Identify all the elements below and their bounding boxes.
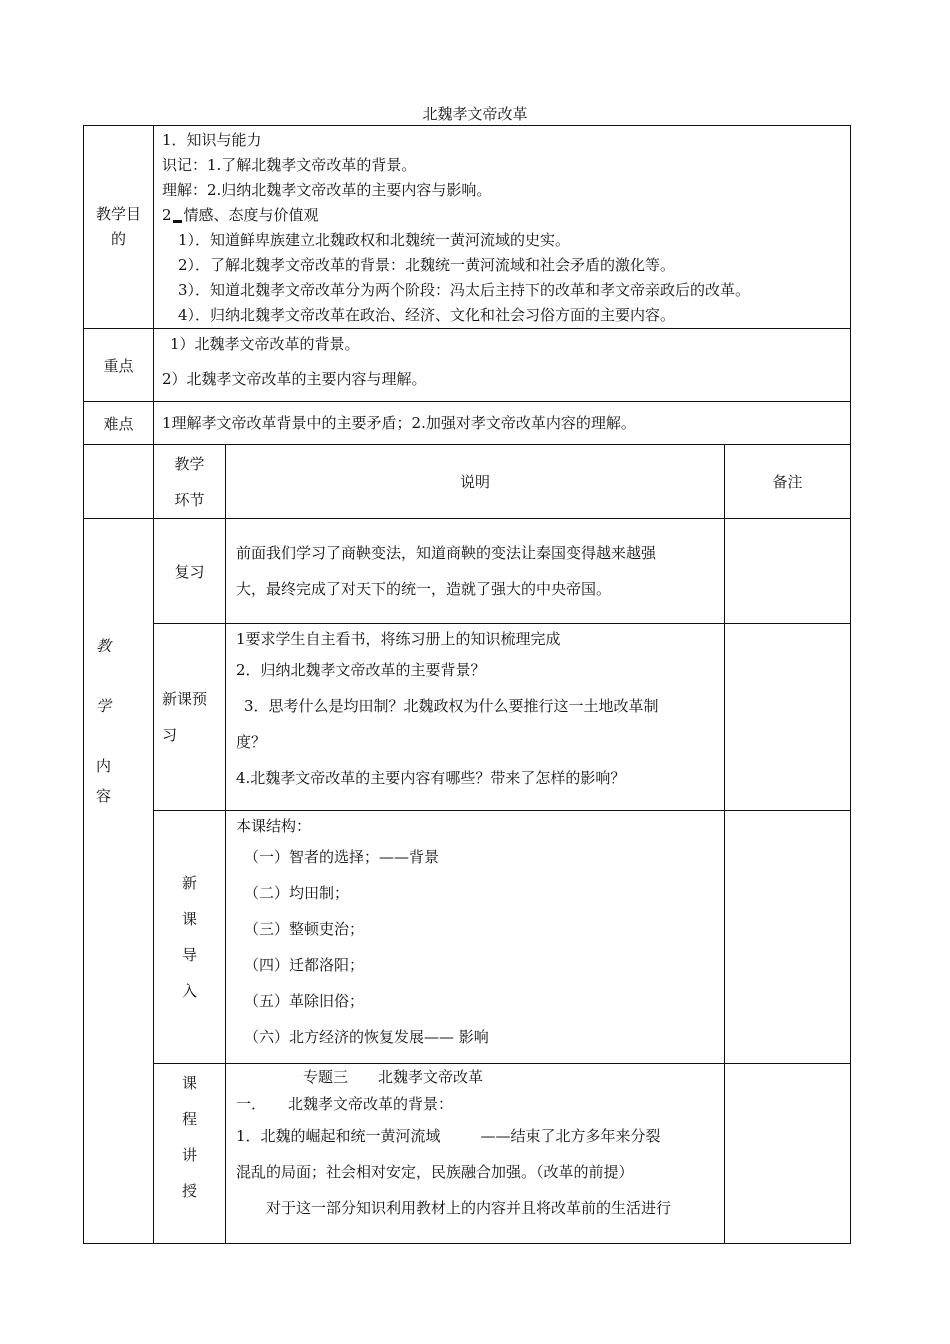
objectives-label: 教学目 的: [84, 126, 154, 329]
section-header-row: [84, 445, 851, 519]
stage-header: 教学 环节: [154, 445, 226, 519]
stage-description: 本课结构： （一）智者的选择；——背景 （二）均田制； （三）整顿吏治； （四）迁都洛阳； （五）革除旧俗； （六）北方经济的恢复发展—— 影响: [226, 811, 725, 1064]
key-points-row: [84, 329, 851, 402]
key-point-line: 1）北魏孝文帝改革的背景。: [170, 335, 360, 353]
stage-remarks: [725, 1064, 851, 1244]
stage-name: 新 课 导 入: [154, 811, 226, 1064]
difficulties-row: [84, 402, 851, 445]
objective-line: 识记：1.了解北魏孝文帝改革的背景。: [162, 156, 417, 174]
stage-name: 新课预 习: [154, 624, 226, 811]
stage-name: 课 程 讲 授: [154, 1064, 226, 1244]
stage-row-lecture: [84, 1064, 851, 1244]
stage-row-intro: [84, 811, 851, 1064]
objective-line: 3）．知道北魏孝文帝改革分为两个阶段：冯太后主持下的改革和孝文帝亲政后的改革。: [178, 281, 751, 299]
lesson-plan-table: [83, 125, 851, 1244]
stage-description: 专题三 北魏孝文帝改革 一． 北魏孝文帝改革的背景： 1．北魏的崛起和统一黄河流域 ——结束了北方多年来分裂 混乱的局面；社会相对安定，民族融合加强。（改革的前提） 对于这一部分知识利用教材上的内容并且将改革前的生活进行: [226, 1064, 725, 1244]
objectives-row: [84, 126, 851, 329]
objective-line: 理解：2.归纳北魏孝文帝改革的主要内容与影响。: [162, 181, 492, 199]
stage-remarks: [725, 519, 851, 624]
description-header: 说明: [226, 445, 725, 519]
document-title: 北魏孝文帝改革: [422, 105, 528, 123]
key-points-label: 重点: [84, 329, 154, 402]
objective-line: 2 情感、态度与价值观: [162, 206, 319, 224]
stage-remarks: [725, 811, 851, 1064]
stage-description: 前面我们学习了商鞅变法，知道商鞅的变法让秦国变得越来越强 大，最终完成了对天下的统一，造就了强大的中央帝国。: [226, 519, 725, 624]
stage-row-review: [84, 519, 851, 624]
blank-cell: [84, 445, 154, 519]
objectives-content: [154, 126, 851, 329]
dash-mark: [173, 220, 182, 223]
difficulties-content: 1理解孝文帝改革背景中的主要矛盾；2.加强对孝文帝改革内容的理解。: [154, 402, 851, 445]
objective-line: 2）．了解北魏孝文帝改革的背景：北魏统一黄河流域和社会矛盾的激化等。: [178, 256, 676, 274]
remarks-header: 备注: [725, 445, 851, 519]
stage-remarks: [725, 624, 851, 811]
key-points-content: [154, 329, 851, 402]
stage-description: 1要求学生自主看书，将练习册上的知识梳理完成 2．归纳北魏孝文帝改革的主要背景？ 3．思考什么是均田制？北魏政权为什么要推行这一土地改革制 度？ 4.北魏孝文帝改革的主要内容有哪些？带来了怎样的影响？: [226, 624, 725, 811]
objective-line: 1．知识与能力: [162, 131, 262, 149]
stage-name: 复习: [154, 519, 226, 624]
stage-row-preview: [84, 624, 851, 811]
objective-line: 1）．知道鲜卑族建立北魏政权和北魏统一黄河流域的史实。: [178, 231, 571, 249]
key-point-line: 2）北魏孝文帝改革的主要内容与理解。: [162, 370, 427, 388]
content-label: 教 学 内 容: [84, 519, 154, 1244]
objective-line: 4）．归纳北魏孝文帝改革在政治、经济、文化和社会习俗方面的主要内容。: [178, 306, 676, 324]
difficulties-label: 难点: [84, 402, 154, 445]
